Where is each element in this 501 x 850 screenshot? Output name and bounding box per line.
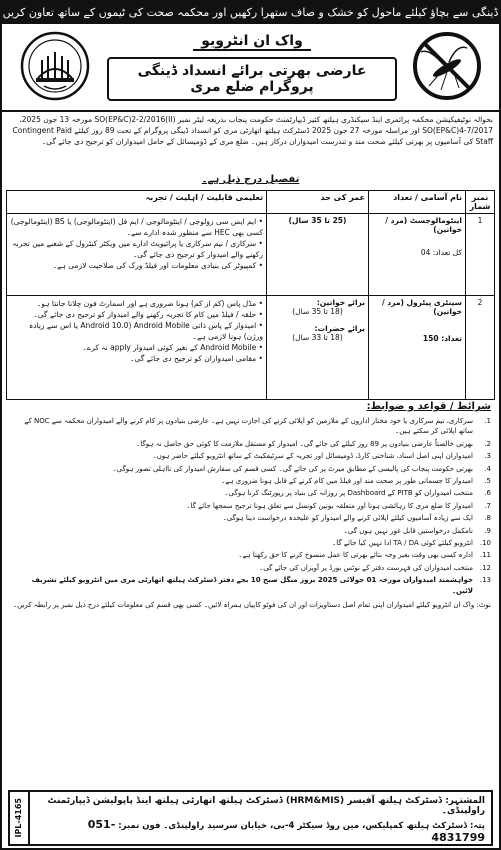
list-item: 11. ادارہ کسی بھی وقت بغیر وجہ بتائے بھرتی کا عمل منسوخ کرنے کا حق رکھتا ہے۔	[238, 551, 491, 560]
qualification-line: • امیدوار کے پاس ذاتی Android Mobile (Android 10.0 یا اس سے زیادہ ورژن) ہونا لازمی ہے۔	[28, 321, 263, 341]
qualification-line: • مقامی امیدواران کو ترجیح دی جائے گی۔	[130, 354, 263, 363]
age-group-label: برائے حضرات:	[314, 324, 365, 333]
terms-list	[10, 416, 491, 613]
intro-paragraph: بحوالہ نوٹیفیکیشن محکمہ پرائمری اینڈ سیکنڈری ہیلتھ کئیر ڈیپارٹمنٹ حکومت پنجاب بذریعہ لیٹر نمبر SO(EP&C)2-2/2016(II) مورخہ 13 جون 2025، SO(EP&C)4-7/2017 اور مراسلہ مورخہ 27 جون 2025 ڈسٹرکٹ ہیلتھ اتھارٹی مری کو انسداد ڈینگی پروگرام کے تحت 89 روز کیلئے Contingent Paid Staff کی آسامیوں پر بھرتی کیلئے صحت مند و تندرست امیدواران درکار ہیں۔ ضلع مری کے ڈومیسائل کے حامل امیدواران کو ترجیح دی جائے گی۔	[12, 115, 493, 146]
post-name: سینٹری پیٹرول (مرد / خواتین)	[381, 298, 462, 316]
no-mosquito-icon	[407, 30, 487, 102]
list-item: 2. بھرتی خالصتاً عارضی بنیادوں پر 89 روز کیلئے کی جائے گی۔ امیدوار کو مستقل ملازمت کا کوئی حق حاصل نہ ہوگا۔	[136, 439, 491, 448]
row-serial: 2	[466, 296, 495, 400]
table-row	[7, 214, 495, 296]
qualification-line: • کمپیوٹر کی بنیادی معلومات اور فیلڈ ورک کی صلاحیت لازمی ہے۔	[52, 261, 263, 270]
qualification-line: • سرکاری / نیم سرکاری یا پرائیویٹ ادارے میں ویکٹر کنٹرول کے شعبے میں تجربہ رکھنے والے امیدوار کو ترجیح دی جائے گی۔	[12, 239, 263, 259]
qualification-line: • مڈل پاس (کم از کم) ہونا ضروری ہے اور اسمارٹ فون چلانا جانتا ہو۔	[36, 299, 263, 308]
header-qualification: تعلیمی قابلیت / اہلیت / تجربہ	[7, 191, 267, 214]
title-box	[107, 30, 397, 101]
punjab-government-logo-icon	[16, 30, 94, 102]
vacancies-table	[6, 190, 495, 400]
age-group-range: (18 تا 33 سال)	[292, 333, 343, 342]
row-age	[267, 296, 369, 400]
age-group-label: برائے خواتین:	[316, 298, 365, 307]
list-item: 9. نامکمل درخواستیں قابل غور نہیں ہوں گی۔	[343, 526, 491, 535]
main-title: عارضی بھرتی برائے انسداد ڈینگی پروگرام ضلع مری	[107, 57, 397, 101]
row-post	[369, 214, 466, 296]
qualification-line: • حلقہ / فیلڈ میں کام کا تجربہ رکھنے والے امیدوار کو ترجیح دی جائے گی۔	[33, 310, 263, 319]
address-text: پتہ: ڈسٹرکٹ ہیلتھ کمپلیکس، مین روڈ سیکٹر 4-بی، خیابان سرسید راولپنڈی۔ فون نمبر:	[118, 821, 485, 831]
note-item: نوٹ: واک ان انٹرویو کیلئے امیدواران اپنی تمام اصل دستاویزات اور ان کی فوٹو کاپیاں ہمراہ لائیں۔ کسی بھی قسم کی معلومات کیلئے درج ذیل نمبر پر رابطہ کریں۔	[12, 601, 491, 610]
header-age: عمر کی حد	[267, 191, 369, 214]
advertiser-line: المشتہر: ڈسٹرکٹ ہیلتھ آفیسر (HRM&MIS) ڈسٹرکٹ ہیلتھ اتھارٹی ہیلتھ اینڈ پاپولیشن ڈیپارٹمنٹ راولپنڈی۔	[47, 796, 485, 816]
list-item: 4. بھرتی حکومت پنجاب کی پالیسی کے مطابق میرٹ پر کی جائے گی۔ کسی قسم کی سفارش امیدوار کی نااہلی تصور ہوگی۔	[112, 464, 491, 473]
table-row	[7, 296, 495, 400]
list-item: 3. امیدواران اپنی اصل اسناد، شناختی کارڈ، ڈومیسائل اور تجربہ کے سرٹیفکیٹ کے ساتھ انٹرویو کیلئے حاضر ہوں۔	[152, 452, 491, 461]
terms-heading: شرائط / قواعد و ضوابط:	[366, 401, 491, 412]
header-post: نام آسامی / تعداد	[369, 191, 466, 214]
advertiser-footer	[8, 790, 493, 846]
list-item: 10. انٹرویو کیلئے کوئی TA / DA ادا نہیں کیا جائے گا۔	[332, 539, 491, 548]
list-item: 7. امیدوار کا ضلع مری کا رہائشی ہونا اور متعلقہ یونین کونسل سے تعلق ہونا ترجیح سمجھا جائے گا۔	[186, 501, 491, 510]
ad-header	[2, 24, 499, 112]
row-age: (25 تا 35 سال)	[267, 214, 369, 296]
table-header-row	[7, 191, 495, 214]
age-group-range: (18 تا 35 سال)	[292, 307, 343, 316]
address-line	[35, 818, 485, 844]
row-qualification	[7, 214, 267, 296]
qualification-line: • ایم ایس سی زولوجی / اینٹومالوجی / ایم فل (اینٹومالوجی) یا BS (اینٹومالوجی) کسی بھی HEC سے منظور شدہ ادارے سے۔	[10, 217, 263, 237]
post-count: کل تعداد: 04	[420, 248, 462, 257]
row-qualification	[7, 296, 267, 400]
list-item: 1. سرکاری، نیم سرکاری یا خود مختار اداروں کے ملازمین کو اپلائی کرنے کی اجازت نہیں ہے۔ عارضی بنیادوں پر کام کرنے والے امیدواران محکمہ سے NOC کے ساتھ اپلائی کر سکتے ہیں۔	[24, 417, 491, 436]
list-item: 12. منتخب امیدواران کی فہرست دفتر کے نوٹس بورڈ پر آویزاں کی جائے گی۔	[259, 563, 491, 572]
ipl-code-box	[8, 792, 30, 844]
qualification-line: • Android Mobile کے بغیر کوئی امیدوار apply نہ کرے۔	[82, 343, 263, 352]
details-subheading: تفصیل درج ذیل ہے۔	[201, 174, 300, 185]
walkin-interview-heading: واک ان انٹرویو	[193, 33, 311, 51]
ipl-code: IPL-4165	[13, 798, 23, 838]
list-item: 8. ایک سے زیادہ آسامیوں کیلئے اپلائی کرنے والے امیدوار کو علیحدہ درخواست دینا ہوگی۔	[222, 514, 491, 523]
list-item: 5. امیدوار کا جسمانی طور پر صحت مند اور فیلڈ میں کام کرنے کے قابل ہونا ضروری ہے۔	[221, 477, 491, 486]
list-item: 6. منتخب امیدواران کو PITB کے Dashboard پر روزانہ کی بنیاد پر رپورٹنگ کرنا ہوگی۔	[224, 489, 491, 498]
row-serial: 1	[466, 214, 495, 296]
dengue-banner: ڈینگی سے بچاؤ کیلئے ماحول کو خشک و صاف ستھرا رکھیں اور محکمہ صحت کی ٹیموں کے ساتھ تعاون کریں	[2, 2, 499, 24]
list-item: 13. خواہشمند امیدواران مورخہ 01 جولائی 2025 بروز منگل صبح 10 بجے دفتر ڈسٹرکٹ ہیلتھ اتھارٹی مری میں انٹرویو کیلئے تشریف لائیں۔	[31, 576, 491, 595]
header-serial: نمبر شمار	[466, 191, 495, 214]
post-name: اینٹومالوجسٹ (مرد / خواتین)	[385, 216, 462, 234]
phone-number: 051-4831799	[87, 818, 485, 844]
post-count: تعداد: 150	[422, 334, 462, 343]
row-post	[369, 296, 466, 400]
